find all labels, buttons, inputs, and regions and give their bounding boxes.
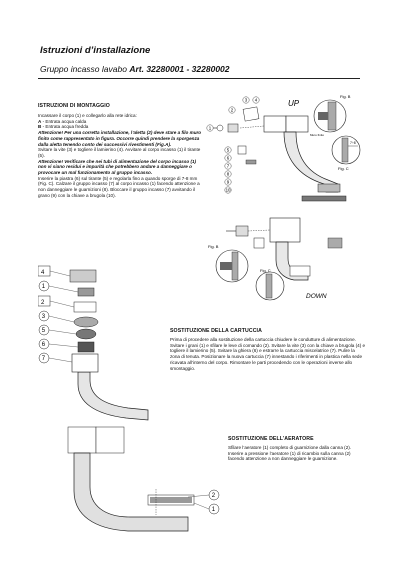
aerator-section	[228, 436, 366, 462]
fig-c-detail	[332, 136, 360, 171]
wall-section	[342, 138, 348, 162]
callout-number: 5	[41, 328, 46, 335]
valve-body	[228, 124, 238, 132]
callout-number: 2	[211, 493, 216, 500]
base-plate	[302, 196, 346, 201]
callout-number: 6	[41, 342, 46, 349]
screw-part	[217, 125, 223, 131]
callout-number: 1	[41, 284, 46, 291]
callout-number: 4	[41, 270, 45, 276]
label-b: B	[38, 124, 42, 130]
install-diagram	[198, 88, 366, 308]
grub-screw	[78, 288, 94, 296]
spout-body	[74, 453, 188, 531]
leader-lines	[49, 271, 78, 362]
wall-plate	[328, 238, 342, 248]
valve-section	[318, 112, 328, 120]
label-a: A	[38, 118, 42, 124]
cover-plate	[74, 302, 96, 312]
install-p6: Inserire la piastra (6) sul tirante (5) e regolarla fino a quando sporge di 7-8 mm (Fig. C). Calzare il gruppo incasso (7) al corpo incasso (1) facendo attenzione a non danneggiare le guarnizioni (8). Bloccare il gruppo incasso (7) avvitando il grano (9) con la chiave a brugola (10).	[38, 175, 200, 198]
wall-section	[328, 102, 336, 130]
down-label: DOWN	[306, 293, 327, 300]
ring-nut	[74, 317, 98, 327]
tile-block	[286, 116, 308, 132]
product-subtitle	[40, 64, 230, 74]
header-rule	[38, 78, 360, 79]
callout-number: 5	[226, 147, 230, 153]
install-section	[38, 103, 203, 199]
cold-water-entry: - Entrata acqua fredda	[41, 124, 89, 130]
fig-a-detail	[310, 94, 351, 137]
mounting-plate	[254, 238, 264, 248]
valve-body	[236, 226, 248, 236]
callout-number: 7	[41, 356, 46, 363]
install-warning-1: Attenzione! Per una corretta installazione, l’aletta (2) deve stare a filo muro finito come rappresentato in figura. Occorre quindi prendere la sporgenza dalla aletta tenendo conto dei successivi rivestimenti (Fig.A).	[38, 130, 202, 147]
spout-outlet	[318, 184, 340, 192]
wall-section	[266, 274, 272, 298]
hot-water-entry: - Entrata acqua calda	[41, 118, 87, 124]
callout-number: 8	[226, 171, 230, 177]
page-title: Istruzioni d’installazione	[40, 45, 151, 56]
subtitle-prefix: Gruppo incasso lavabo	[40, 64, 130, 74]
tile-block	[264, 116, 286, 132]
install-p1: Incassare il corpo (1) e collegarlo alla rete idrica:	[38, 113, 137, 118]
install-warning-2: Attenzione! Verificare che nei tubi di alimentazione del corpo incasso (1) non vi siano residui e impurità che potrebbero andare a danneggiare o provocare un mal funzionamento al gruppo incasso.	[38, 158, 197, 176]
fig-b-label: Fig. B	[208, 244, 219, 249]
cartridge-section	[170, 328, 366, 371]
callout-number: 3	[244, 97, 248, 103]
callout-number: 2	[230, 107, 234, 113]
callout-number: 7	[226, 163, 230, 169]
install-p4: Svitare la vite (3) e togliere il lamierino (4). Avvitare al corpo incasso (1) il tirante (5).	[38, 147, 201, 158]
callout-number: 10	[225, 187, 231, 193]
lever-handle	[70, 270, 96, 282]
aerator-body-text: Sfilare l’aeratore (1) completo di guarnizione dalla canna (2). Inserire a pressione l’aeratore (1) di ricambio sulla canna (2) facendo attenzione a non danneggiare le guarnizione.	[228, 445, 352, 462]
aerator-heading: SOSTITUZIONE DELL’AERATORE	[228, 436, 314, 442]
callout-number: 1	[211, 507, 216, 514]
tile-block	[270, 218, 300, 242]
cartridge-body-text: Prima di procedere alla sostituzione della cartuccia chiudere le condutture di alimentazione. Svitare i grani (1) e sfilare le leve di comando (2). Svitare la vite (3) con la chiave a brugola (4) e togliere il lamierino (5). Svitare la ghiera (6) e estrarre la cartuccia miscelatrice (7). Pulire la zona di tenuta. Posizionare la nuova cartuccia (7) innestando i riferimenti in plastica nella sede ricavata all’interno del corpo. Rimontare le parti procedendo con le operazioni inverse allo smontaggio.	[170, 337, 366, 371]
callout-number: 1	[208, 125, 212, 131]
cartridge-diagram	[38, 262, 158, 422]
fig-c-detail-down	[256, 268, 284, 300]
fig-a-label: Fig. B	[340, 94, 351, 99]
plate-part	[238, 146, 246, 154]
aerator-diagram	[38, 425, 228, 543]
tile-block	[96, 427, 124, 453]
fig-c-label: Fig. C	[338, 166, 349, 171]
assembly-line	[248, 230, 270, 231]
article-codes: Art. 32280001 - 32280002	[129, 64, 230, 74]
cartridge-part	[76, 329, 96, 339]
mounting-plate	[243, 107, 259, 121]
seal-part	[246, 160, 256, 164]
up-label: UP	[288, 99, 300, 108]
muro-finito-label: Muro finito	[310, 133, 325, 137]
spout-outlet	[290, 266, 310, 276]
tile-block	[68, 427, 96, 453]
faucet-body	[78, 372, 148, 420]
fig-b-detail	[208, 244, 248, 282]
aerator-callouts	[209, 490, 219, 514]
cartridge-body	[78, 342, 94, 352]
dimension-label: 7÷8	[350, 141, 356, 145]
aerator-mesh	[150, 497, 192, 503]
valve-section	[220, 262, 232, 270]
callout-number: 3	[41, 314, 46, 321]
cartridge-callouts	[38, 266, 50, 363]
wall-section	[232, 252, 238, 280]
callout-number: 2	[41, 300, 45, 306]
callout-number: 9	[226, 179, 230, 185]
callout-number: 4	[254, 97, 258, 103]
fig-c-label: Fig. C	[260, 268, 271, 273]
callout-number: 6	[226, 155, 230, 161]
install-heading: ISTRUZIONI DI MONTAGGIO	[38, 103, 110, 109]
spout-body	[284, 132, 338, 192]
assembly-line	[240, 126, 264, 128]
wall-plate	[72, 354, 98, 372]
install-body	[38, 113, 203, 199]
cartridge-heading: SOSTITUZIONE DELLA CARTUCCIA	[170, 328, 262, 334]
